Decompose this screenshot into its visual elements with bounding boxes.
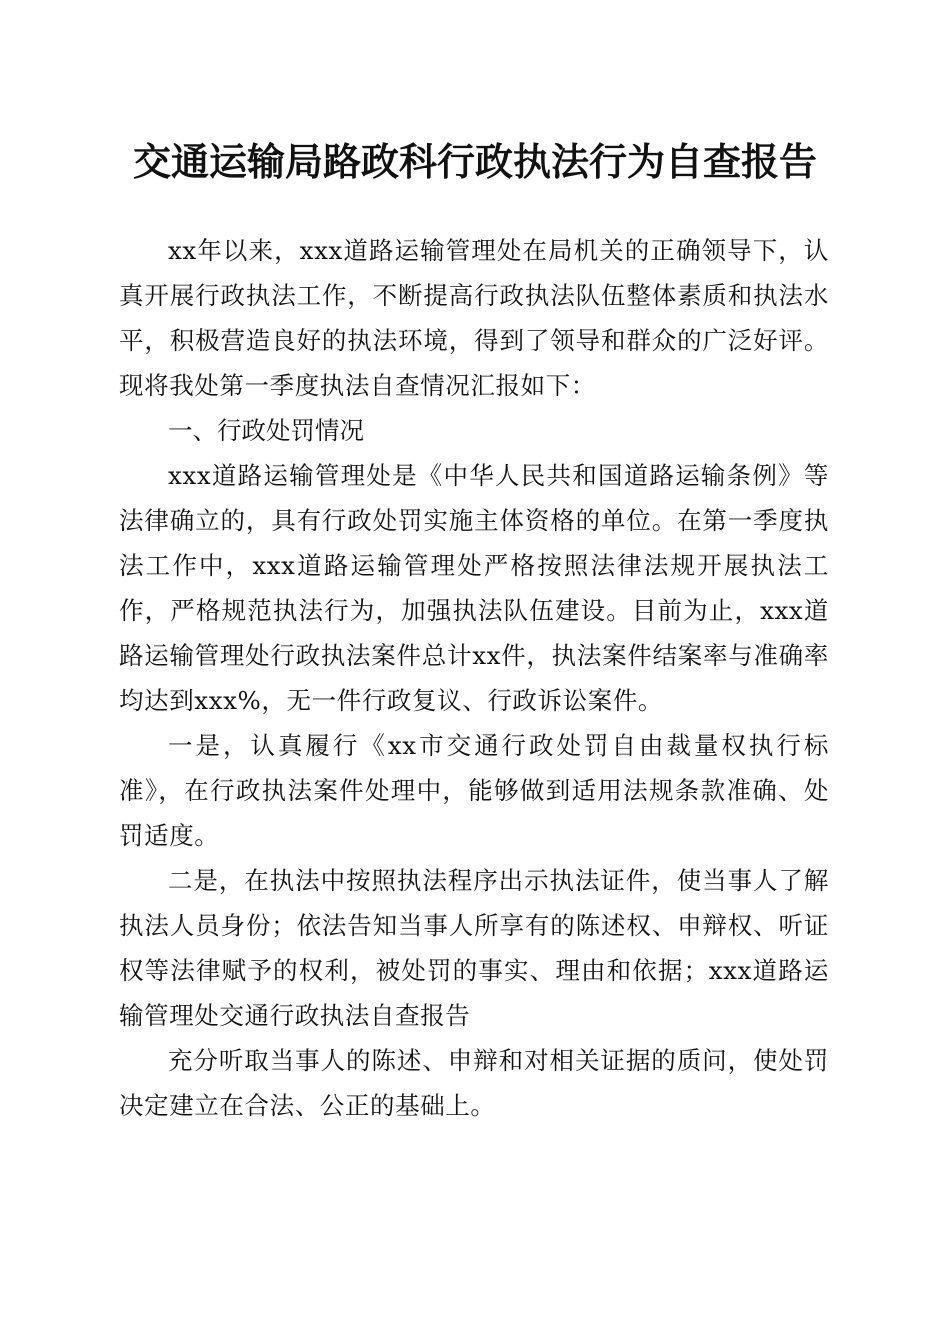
document-body [119,228,829,1128]
section-heading-penalty: 一、行政处罚情况 [168,416,364,445]
intro-paragraph: xx年以来，xxx道路运输管理处在局机关的正确领导下，认真开展行政执法工作，不断提高行政执法队伍整体素质和执法水平，积极营造良好的执法环境，得到了领导和群众的广泛好评。现将我处第一季度执法自查情况汇报如下： [119,236,829,400]
penalty-paragraph-2: 一是，认真履行《xx市交通行政处罚自由裁量权执行标准》，在行政执法案件处理中，能够做到适用法规条款准确、处罚适度。 [119,731,829,850]
penalty-paragraph-1: xxx道路运输管理处是《中华人民共和国道路运输条例》等法律确立的，具有行政处罚实施主体资格的单位。在第一季度执法工作中，xxx道路运输管理处严格按照法律法规开展执法工作，严格规范执法行为，加强执法队伍建设。目前为止，xxx道路运输管理处行政执法案件总计xx件，执法案件结案率与准确率均达到xxx%，无一件行政复议、行政诉讼案件。 [119,461,829,715]
document-title: 交通运输局路政科行政执法行为自查报告 [132,139,817,184]
penalty-paragraph-3: 二是，在执法中按照执法程序出示执法证件，使当事人了解执法人员身份；依法告知当事人所享有的陈述权、申辩权、听证权等法律赋予的权利，被处罚的事实、理由和依据；xxx道路运输管理处交通行政执法自查报告 [119,866,829,1030]
penalty-paragraph-4: 充分听取当事人的陈述、申辩和对相关证据的质问，使处罚决定建立在合法、公正的基础上。 [119,1046,829,1120]
